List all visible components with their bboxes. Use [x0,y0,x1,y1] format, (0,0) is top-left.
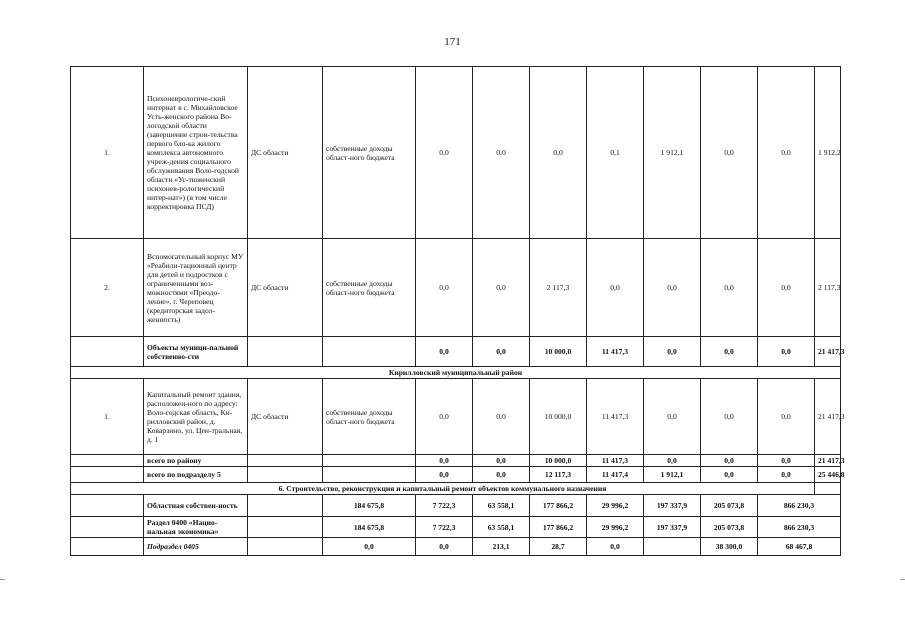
value-cell: 0,0 [758,337,815,367]
value-cell: 213,1 [473,538,530,556]
value-cell: 0,0 [644,337,701,367]
value-cell: 0,0 [701,337,758,367]
value-cell: 0,0 [644,379,701,455]
value-cell: 0,0 [473,239,530,337]
row-number: 2. [71,239,144,337]
total-label: всего по району [144,455,248,467]
value-cell: 28,7 [530,538,587,556]
total-label: Объекты муници-пальной собственно-сти [144,337,248,367]
value-cell: 0,0 [416,67,473,239]
row-number: 1. [71,67,144,239]
value-cell: 0,0 [323,538,416,556]
row-number: 1. [71,379,144,455]
total-row [71,337,841,367]
section-header: 6. Строительство, реконструкция и капитальный ремонт объектов коммунального назначения [71,483,815,495]
total-label: Областная собствен-ность [144,495,248,517]
value-cell: 184 675,8 [323,495,416,517]
value-cell: 0,0 [758,379,815,455]
page-number: 171 [444,36,461,48]
value-cell: 197 337,9 [644,495,701,517]
value-cell: 11 417,3 [587,455,644,467]
value-cell: 21 417,3 [815,455,841,467]
value-cell: 38 300,0 [701,538,758,556]
customer: ДС области [248,379,323,455]
total-label: Подраздел 0405 [144,538,248,556]
customer: ДС области [248,67,323,239]
value-cell: 197 337,9 [644,517,701,538]
value-cell: 0,0 [644,239,701,337]
funding-source: собственные доходы област-ного бюджета [323,379,416,455]
value-cell: 68 467,8 [758,538,841,556]
value-cell: 205 073,8 [701,495,758,517]
value-cell: 177 866,2 [530,495,587,517]
value-cell: 205 073,8 [701,517,758,538]
value-cell: 0,0 [473,455,530,467]
value-cell: 11 417,3 [587,379,644,455]
value-cell: 63 558,1 [473,495,530,517]
value-cell: 0,0 [473,467,530,483]
value-cell: 1 912,1 [644,467,701,483]
value-cell: 10 000,0 [530,455,587,467]
value-cell: 63 558,1 [473,517,530,538]
funding-source: собственные доходы област-ного бюджета [323,239,416,337]
value-cell: 2 117,3 [530,239,587,337]
value-cell: 0,0 [473,379,530,455]
value-cell: 2 117,3 [815,239,841,337]
value-cell: 0,0 [758,455,815,467]
value-cell: 0,0 [701,467,758,483]
value-cell [644,538,701,556]
table-row [71,239,841,337]
total-label: всего по подразделу 5 [144,467,248,483]
value-cell: 184 675,8 [323,517,416,538]
value-cell: 0,0 [473,337,530,367]
value-cell: 0,0 [758,67,815,239]
value-cell: 1 912,1 [644,67,701,239]
value-cell: 0,1 [587,67,644,239]
value-cell: 11 417,3 [587,337,644,367]
customer: ДС области [248,239,323,337]
value-cell: 0,0 [416,239,473,337]
value-cell: 0,0 [644,455,701,467]
value-cell: 0,0 [701,379,758,455]
value-cell: 1 912,2 [815,67,841,239]
value-cell: 29 996,2 [587,495,644,517]
value-cell: 0,0 [416,467,473,483]
funding-source: собственные доходы област-ного бюджета [323,67,416,239]
value-cell: 12 117,3 [530,467,587,483]
object-name: Капитальный ремонт здания, расположен-ного по адресу: Воло-годская область, Ки-рилловский район, д. Коварзино, ул. Цен-тральная, д. 1 [144,379,248,455]
value-cell: 10 000,0 [530,379,587,455]
value-cell: 0,0 [416,455,473,467]
table-row [71,67,841,239]
value-cell: 0,0 [473,67,530,239]
total-row [71,495,841,517]
value-cell: 10 000,0 [530,337,587,367]
district-header-row [71,367,841,379]
object-name: Психоневрологиче-ский интернат в с. Михайловское Усть-женского района Во-логодской области (завершение строи-тельства первого бло-ка жилого комплекса автономного учреж-дения социального обслуживания Воло-годской области «Ус-тюженский психонев-рологический интер-нат») (в том числе корректировка ПСД) [144,67,248,239]
value-cell: 0,0 [416,379,473,455]
value-cell: 25 446,8 [815,467,841,483]
total-row [71,467,841,483]
value-cell: 0,0 [530,67,587,239]
total-row [71,455,841,467]
value-cell: 0,0 [587,538,644,556]
value-cell: 0,0 [701,455,758,467]
value-cell: 0,0 [701,239,758,337]
value-cell: 21 417,3 [815,379,841,455]
object-name: Вспомогательный корпус МУ «Реабили-тационный центр для детей и подростков с ограниченными воз-можностями «Преодо-ление», г. Череповец (кредиторская задол-женность) [144,239,248,337]
value-cell: 866 230,3 [758,517,841,538]
scan-edge-mark [0,579,5,580]
value-cell: 0,0 [701,67,758,239]
total-label: Раздел 0400 «Нацио-нальная экономика» [144,517,248,538]
budget-table [70,66,845,556]
value-cell: 7 722,3 [416,517,473,538]
value-cell: 29 996,2 [587,517,644,538]
section-header-row [71,483,841,495]
total-row [71,538,841,556]
value-cell: 0,0 [758,467,815,483]
value-cell: 0,0 [587,239,644,337]
value-cell: 0,0 [416,538,473,556]
scan-edge-mark [900,579,905,580]
table-row [71,379,841,455]
value-cell: 7 722,3 [416,495,473,517]
value-cell: 0,0 [416,337,473,367]
value-cell: 11 417,4 [587,467,644,483]
value-cell: 0,0 [758,239,815,337]
value-cell: 177 866,2 [530,517,587,538]
value-cell: 21 417,3 [815,337,841,367]
value-cell: 866 230,3 [758,495,841,517]
district-header: Кирилловский муниципальный район [71,367,841,379]
total-row [71,517,841,538]
